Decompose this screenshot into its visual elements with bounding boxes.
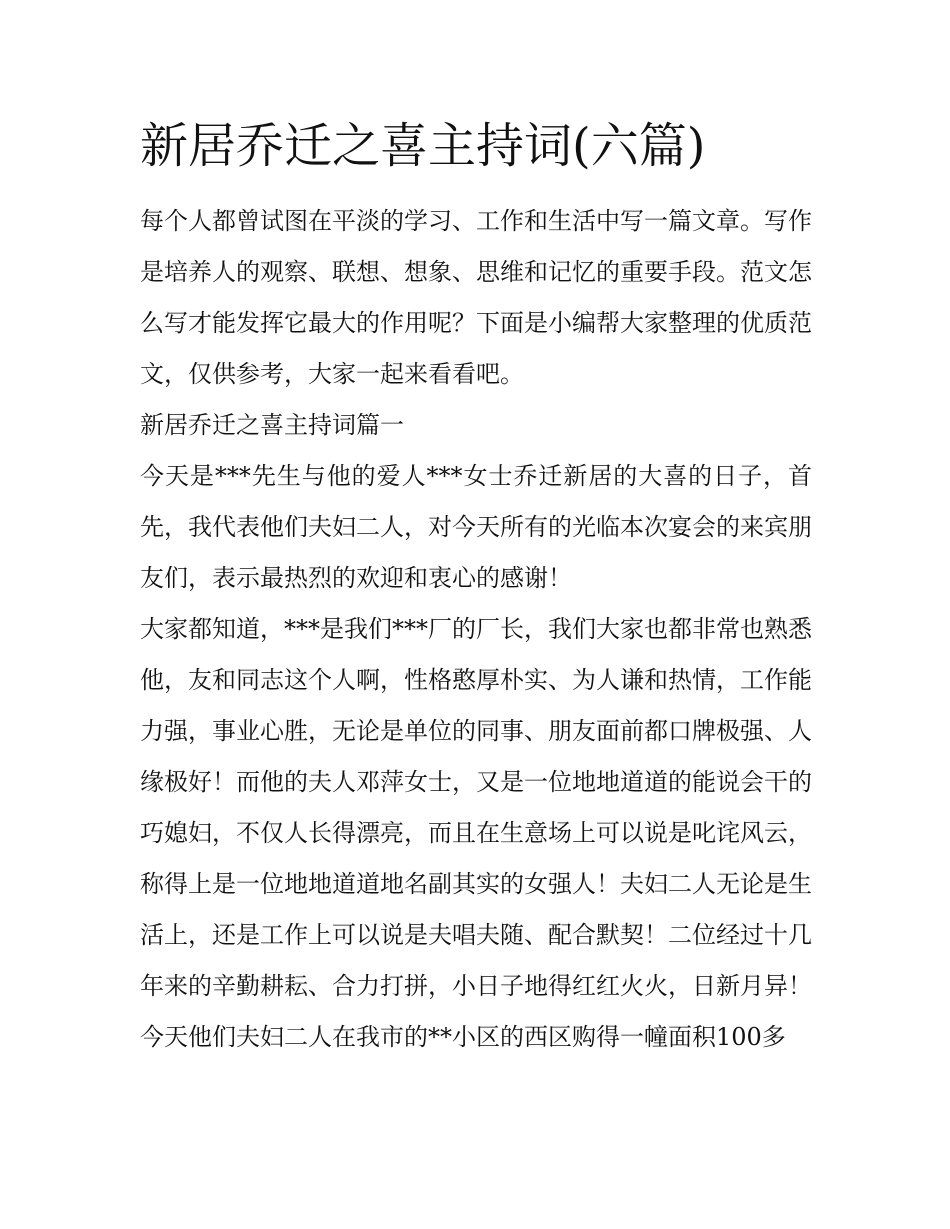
body-paragraph: 今天是***先生与他的爱人***女士乔迁新居的大喜的日子，首先，我代表他们夫妇二人，对今天所有的光临本次宴会的来宾朋友们，表示最热烈的欢迎和衷心的感谢！: [140, 462, 812, 592]
intro-paragraph: 每个人都曾试图在平淡的学习、工作和生活中写一篇文章。写作是培养人的观察、联想、想象、思维和记忆的重要手段。范文怎么写才能发挥它最大的作用呢？下面是小编帮大家整理的优质范文，仅供参考，大家一起来看看吧。: [140, 207, 812, 388]
body-paragraph: 大家都知道，***是我们***厂的厂长，我们大家也都非常也熟悉他，友和同志这个人啊，性格憨厚朴实、为人谦和热情，工作能力强，事业心胜，无论是单位的同事、朋友面前都口牌极强、人缘极好！而他的夫人邓萍女士，又是一位地地道道的能说会干的巧媳妇，不仅人长得漂亮，而且在生意场上可以说是叱诧风云，称得上是一位地地道道地名副其实的女强人！夫妇二人无论是生活上，还是工作上可以说是夫唱夫随、配合默契！二位经过十几年来的辛勤耕耘、合力打拼，小日子地得红红火火，日新月异！: [140, 615, 812, 1000]
body-paragraph: 今天他们夫妇二人在我市的**小区的西区购得一幢面积100多: [140, 1023, 786, 1051]
document-page: [140, 110, 812, 1063]
section-heading: 新居乔迁之喜主持词篇一: [140, 411, 404, 439]
document-title: 新居乔迁之喜主持词(六篇): [140, 118, 706, 174]
